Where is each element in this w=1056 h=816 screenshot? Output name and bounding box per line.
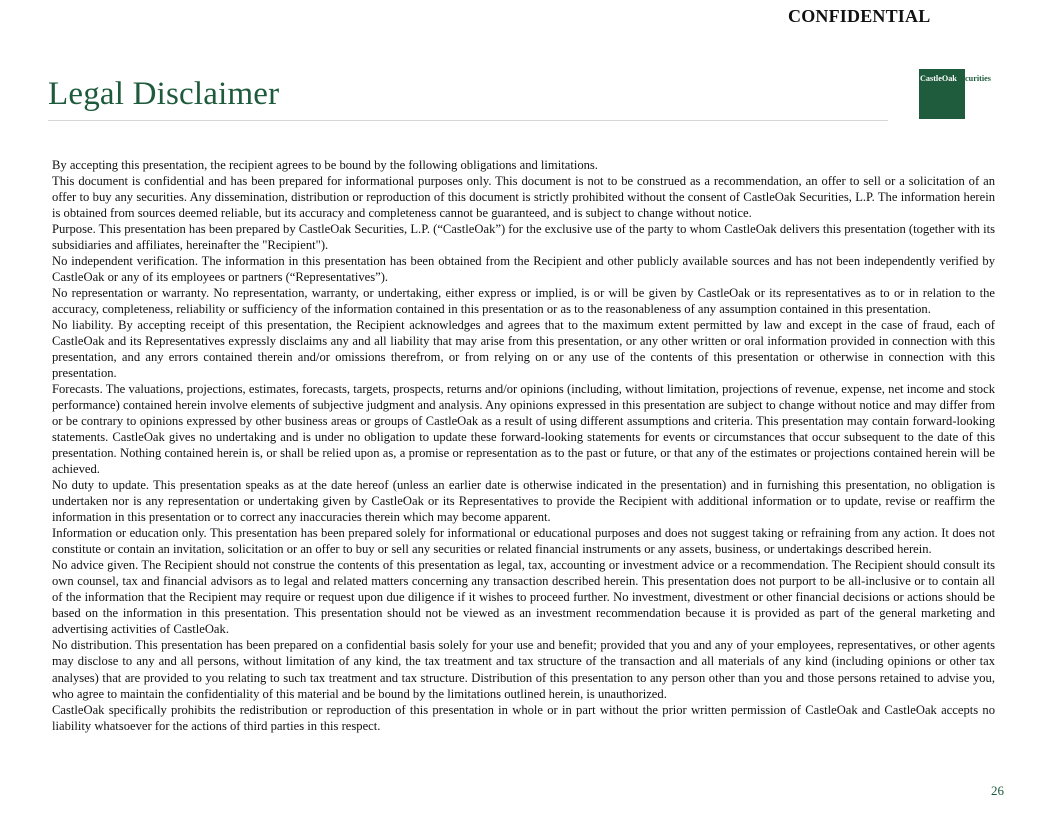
disclaimer-paragraph: Purpose. This presentation has been prepared by CastleOak Securities, L.P. (“CastleOak”) for the exclusive use of the party to whom CastleOak delivers this presentation (together with its subsidiaries and affiliates, hereinafter the "Recipient"). — [52, 222, 995, 253]
disclaimer-paragraph: No liability. By accepting receipt of this presentation, the Recipient acknowledges and agrees that to the maximum extent permitted by law and except in the case of fraud, each of CastleOak and its Representatives expressly disclaims any and all liability that may arise from this presentation, or any other written or oral information provided in connection with this presentation, and any errors contained therein and/or omissions therefrom, or from relying on or any use of the contents of this presentation or otherwise in connection with this presentation. — [52, 318, 995, 381]
disclaimer-paragraph: No independent verification. The information in this presentation has been obtained from the Recipient and other publicly available sources and has not been independently verified by CastleOak or any of its employees or partners (“Representatives”). — [52, 254, 995, 285]
disclaimer-paragraph: No advice given. The Recipient should not construe the contents of this presentation as legal, tax, accounting or investment advice or a recommendation. The Recipient should consult its own counsel, tax and financial advisors as to legal and related matters concerning any transaction described herein. This presentation does not purport to be all-inclusive or to contain all of the information that the Recipient may require or request upon due diligence if it wishes to proceed further. No investment, divestment or other financial decisions or actions should be based on the information in this presentation. This presentation should not be viewed as an investment recommendation because it is provided as part of the general marketing and advertising activities of CastleOak. — [52, 558, 995, 637]
disclaimer-paragraph: This document is confidential and has been prepared for informational purposes only. This document is not to be construed as a recommendation, an offer to sell or a solicitation of an offer to buy any securities. Any dissemination, distribution or reproduction of this document is strictly prohibited without the consent of CastleOak Securities, L.P. The information herein is obtained from sources deemed reliable, but its accuracy and completeness cannot be guaranteed, and is subject to change without notice. — [52, 174, 995, 221]
company-logo-text — [920, 74, 991, 84]
disclaimer-paragraph: Forecasts. The valuations, projections, estimates, forecasts, targets, prospects, returns and/or opinions (including, without limitation, projections of revenue, expense, net income and stock performance) contained herein involve elements of subjective judgment and analysis. Any opinions expressed in this presentation are subject to change without notice and may differ from or be contrary to opinions expressed by other business areas or groups of CastleOak as a result of using different assumptions and criteria. This presentation may contain forward-looking statements. CastleOak gives no undertaking and is under no obligation to update these forward-looking statements for events or circumstances that occur subsequent to the date of this presentation. Nothing contained herein is, or shall be relied upon as, a promise or representation as to the past or future, or that any of the estimates or projections contained herein will be achieved. — [52, 382, 995, 477]
title-divider — [48, 120, 888, 121]
disclaimer-paragraph: No distribution. This presentation has been prepared on a confidential basis solely for your use and benefit; provided that you and any of your employees, representatives, or other agents may disclose to any and all persons, without limitation of any kind, the tax treatment and tax structure of the transaction and all materials of any kind (including opinions or other tax analyses) that are provided to you relating to such tax treatment and tax structure. Distribution of this presentation to any person other than you and those persons retained to advise you, who agree to maintain the confidentiality of this material and be bound by the limitations outlined herein, is unauthorized. — [52, 638, 995, 701]
logo-word-castleoak: CastleOak — [920, 74, 957, 83]
disclaimer-paragraph: CastleOak specifically prohibits the redistribution or reproduction of this presentation in whole or in part without the prior written permission of CastleOak and CastleOak accepts no liability whatsoever for the actions of third parties in this respect. — [52, 702, 995, 733]
logo-word-securities: Securities — [956, 74, 991, 83]
page-number: 26 — [991, 783, 1004, 798]
disclaimer-paragraph: No duty to update. This presentation speaks as at the date hereof (unless an earlier date is otherwise indicated in the presentation) and in furnishing this presentation, no obligation is undertaken nor is any representation or undertaking given by CastleOak or its Representatives to provide the Recipient with additional information or to update, revise or reaffirm the information in this presentation or to correct any inaccuracies therein which may become apparent. — [52, 478, 995, 525]
disclaimer-paragraph: No representation or warranty. No representation, warranty, or undertaking, either express or implied, is or will be given by CastleOak or its representatives as to or in relation to the accuracy, completeness, reliability or sufficiency of the information contained in this presentation or as to the reasonableness of any assumption contained in this presentation. — [52, 286, 995, 317]
confidential-label: CONFIDENTIAL — [788, 6, 931, 26]
disclaimer-paragraph: Information or education only. This presentation has been prepared solely for informational or educational purposes and does not suggest taking or refraining from any action. It does not constitute or contain an invitation, solicitation or an offer to buy or sell any securities or related financial instruments or any assets, business, or undertakings described herein. — [52, 526, 995, 557]
disclaimer-paragraph: By accepting this presentation, the recipient agrees to be bound by the following obligations and limitations. — [52, 158, 598, 172]
disclaimer-body — [52, 157, 995, 734]
page-title: Legal Disclaimer — [48, 76, 280, 112]
